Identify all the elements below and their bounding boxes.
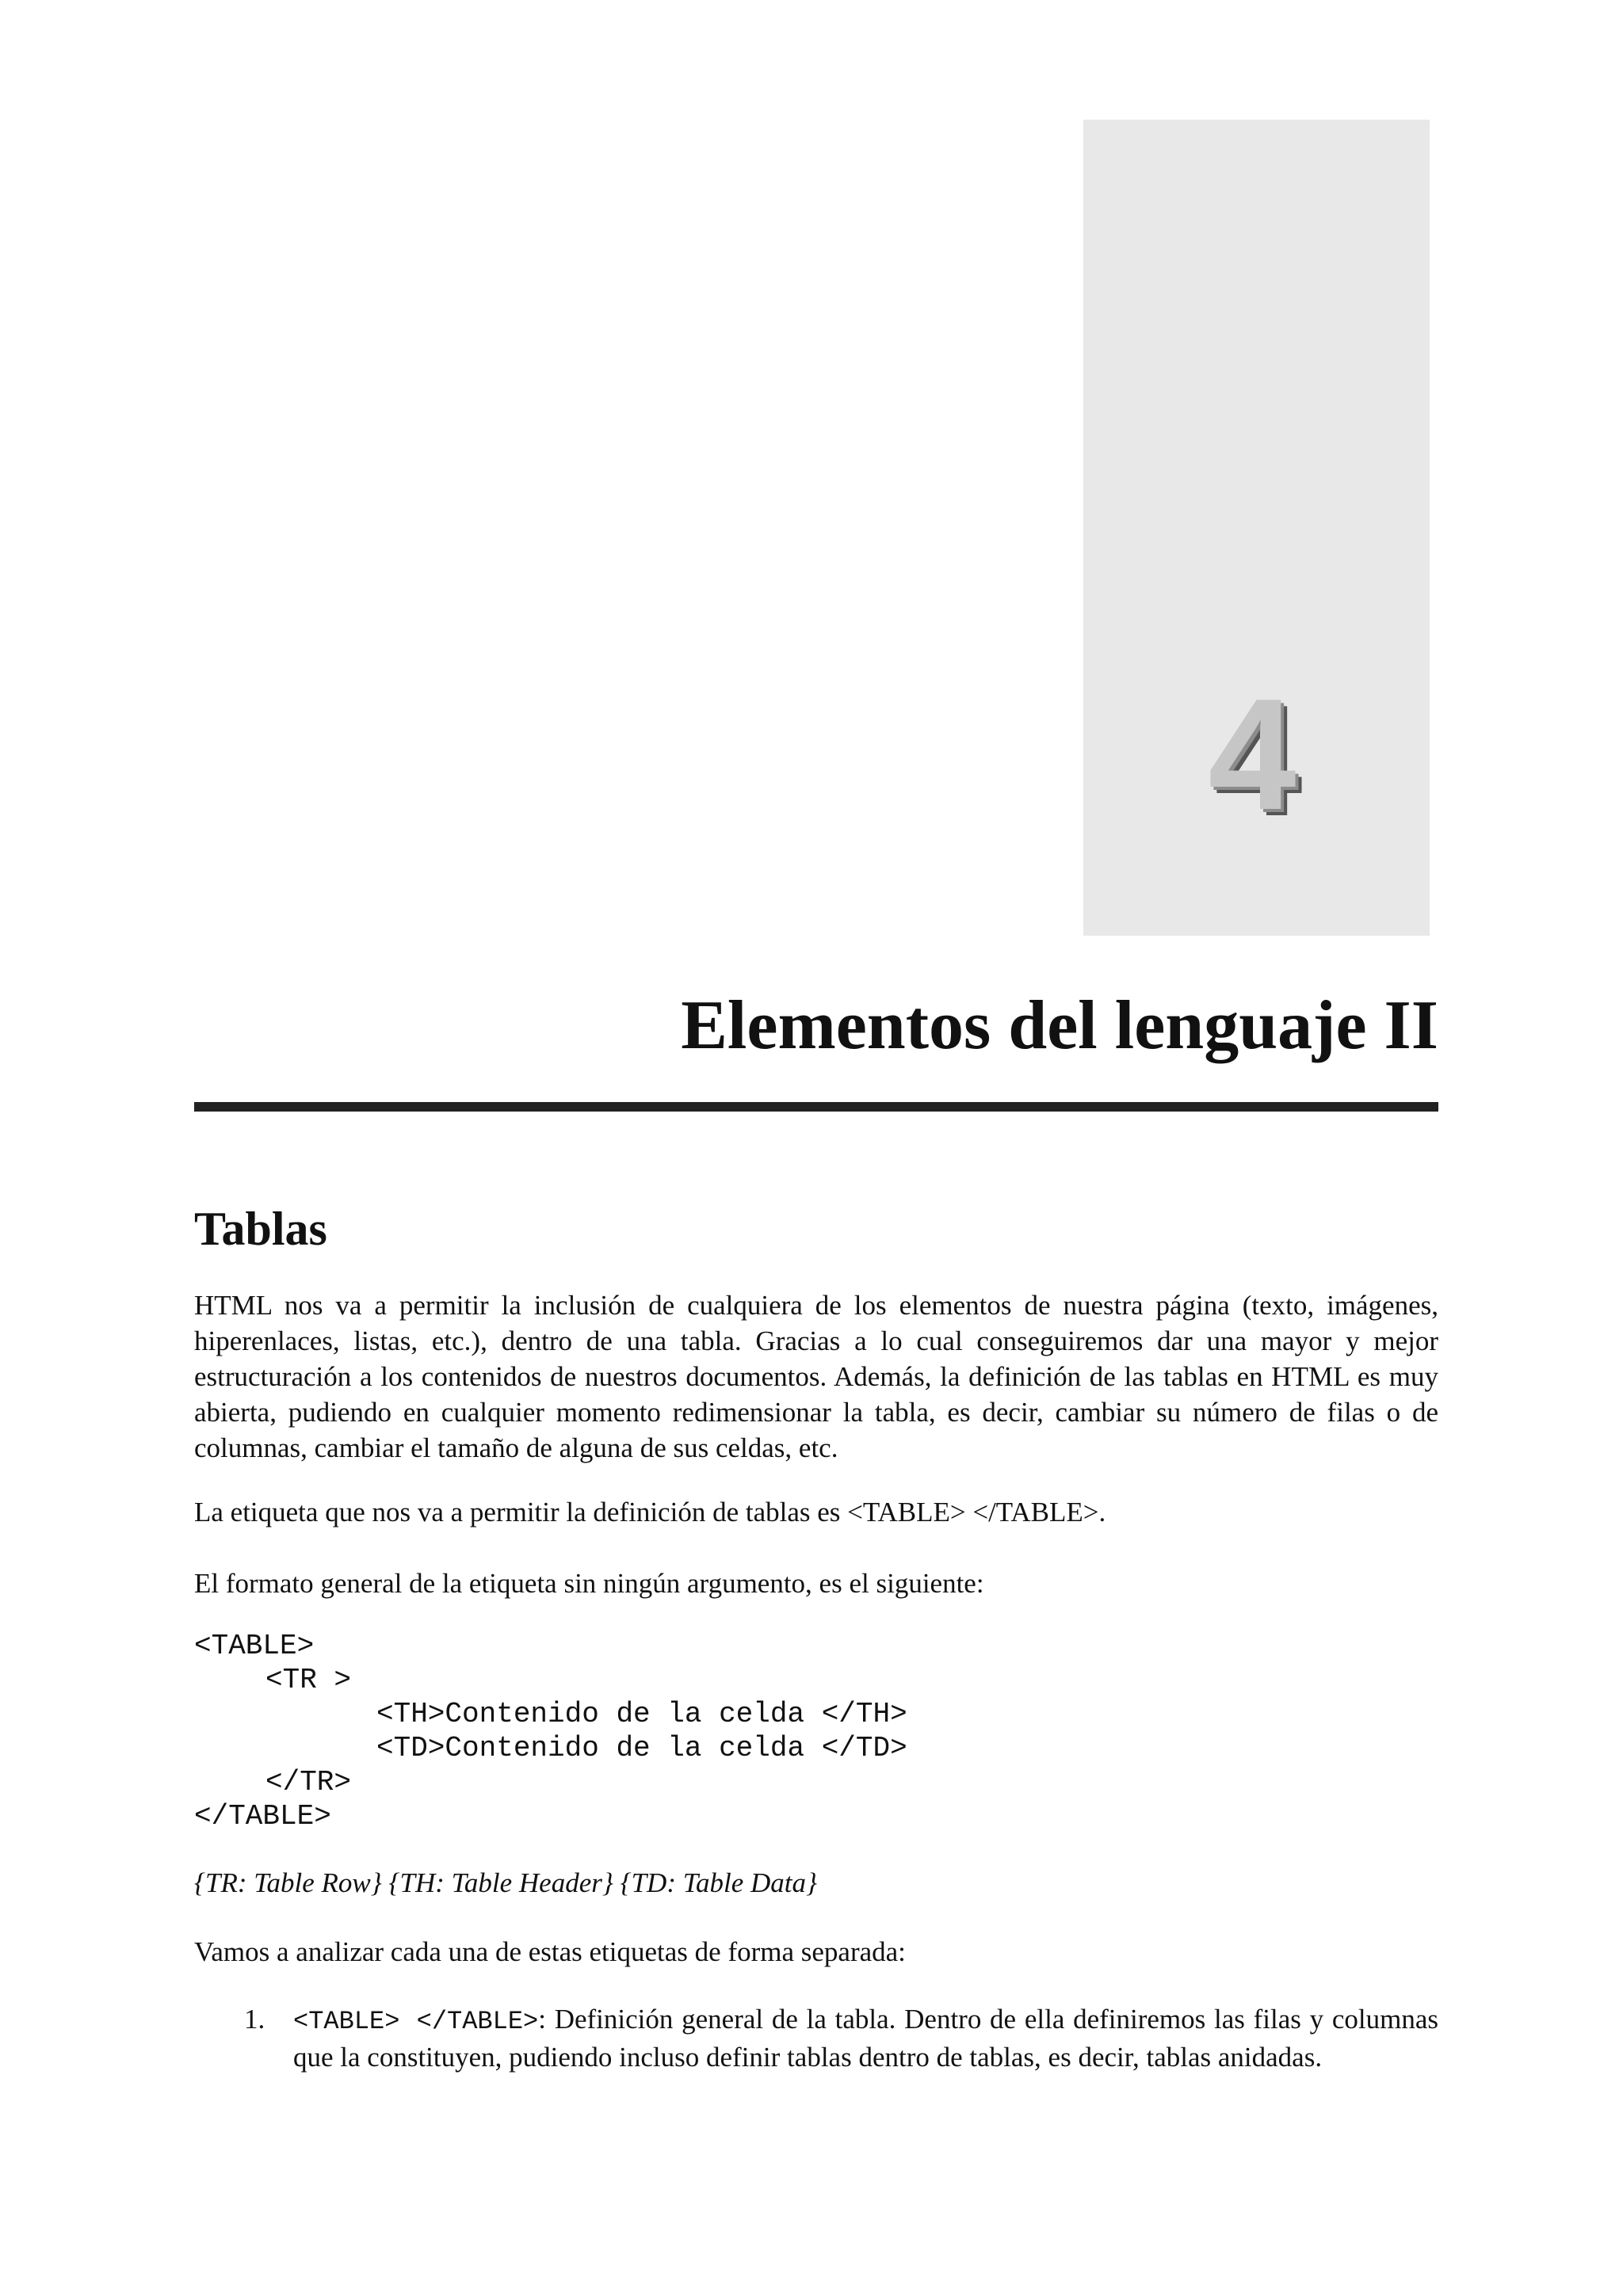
chapter-number: 4 — [1208, 666, 1296, 843]
code-line: <TD>Contenido de la celda </TD> — [376, 1732, 907, 1764]
code-line: </TABLE> — [194, 1800, 331, 1833]
list-item-code: <TABLE> </TABLE> — [293, 2007, 539, 2036]
list-item — [194, 2001, 1438, 2075]
table-tag-paragraph: La etiqueta que nos va a permitir la definición de tablas es <TABLE> </TABLE>. — [194, 1497, 1106, 1527]
section-heading: Tablas — [194, 1203, 327, 1255]
code-line: </TR> — [265, 1766, 352, 1798]
chapter-title: Elementos del lenguaje II — [681, 987, 1438, 1064]
code-line: <TH>Contenido de la celda </TH> — [376, 1698, 907, 1730]
format-paragraph: El formato general de la etiqueta sin ningún argumento, es el siguiente: — [194, 1568, 984, 1599]
list-item-text: : Definición general de la tabla. Dentro de ella definiremos las filas y columnas que la constituyen, pudiendo incluso definir tablas dentro de tablas, es decir, tablas anidadas. — [293, 2004, 1439, 2073]
title-divider — [194, 1102, 1438, 1112]
code-example — [194, 1629, 1438, 1833]
list-item-number: 1. — [244, 2004, 265, 2035]
tag-list — [194, 2001, 1438, 2075]
abbreviations-note: {TR: Table Row} {TH: Table Header} {TD: Table Data} — [194, 1867, 817, 1898]
intro-paragraph: HTML nos va a permitir la inclusión de cualquiera de los elementos de nuestra página (texto, imágenes, hiperenlaces, listas, etc.), dentro de una tabla. Gracias a lo cual conseguiremos dar una mayor y mejor estructuración a los contenidos de nuestros documentos. Además, la definición de las tablas en HTML es muy abierta, pudiendo en cualquier momento redimensionar la tabla, es decir, cambiar su número de filas o de columnas, cambiar el tamaño de alguna de sus celdas, etc. — [194, 1290, 1438, 1463]
code-line: <TR > — [265, 1664, 352, 1696]
analysis-paragraph: Vamos a analizar cada una de estas etiquetas de forma separada: — [194, 1936, 906, 1967]
code-line: <TABLE> — [194, 1630, 315, 1662]
